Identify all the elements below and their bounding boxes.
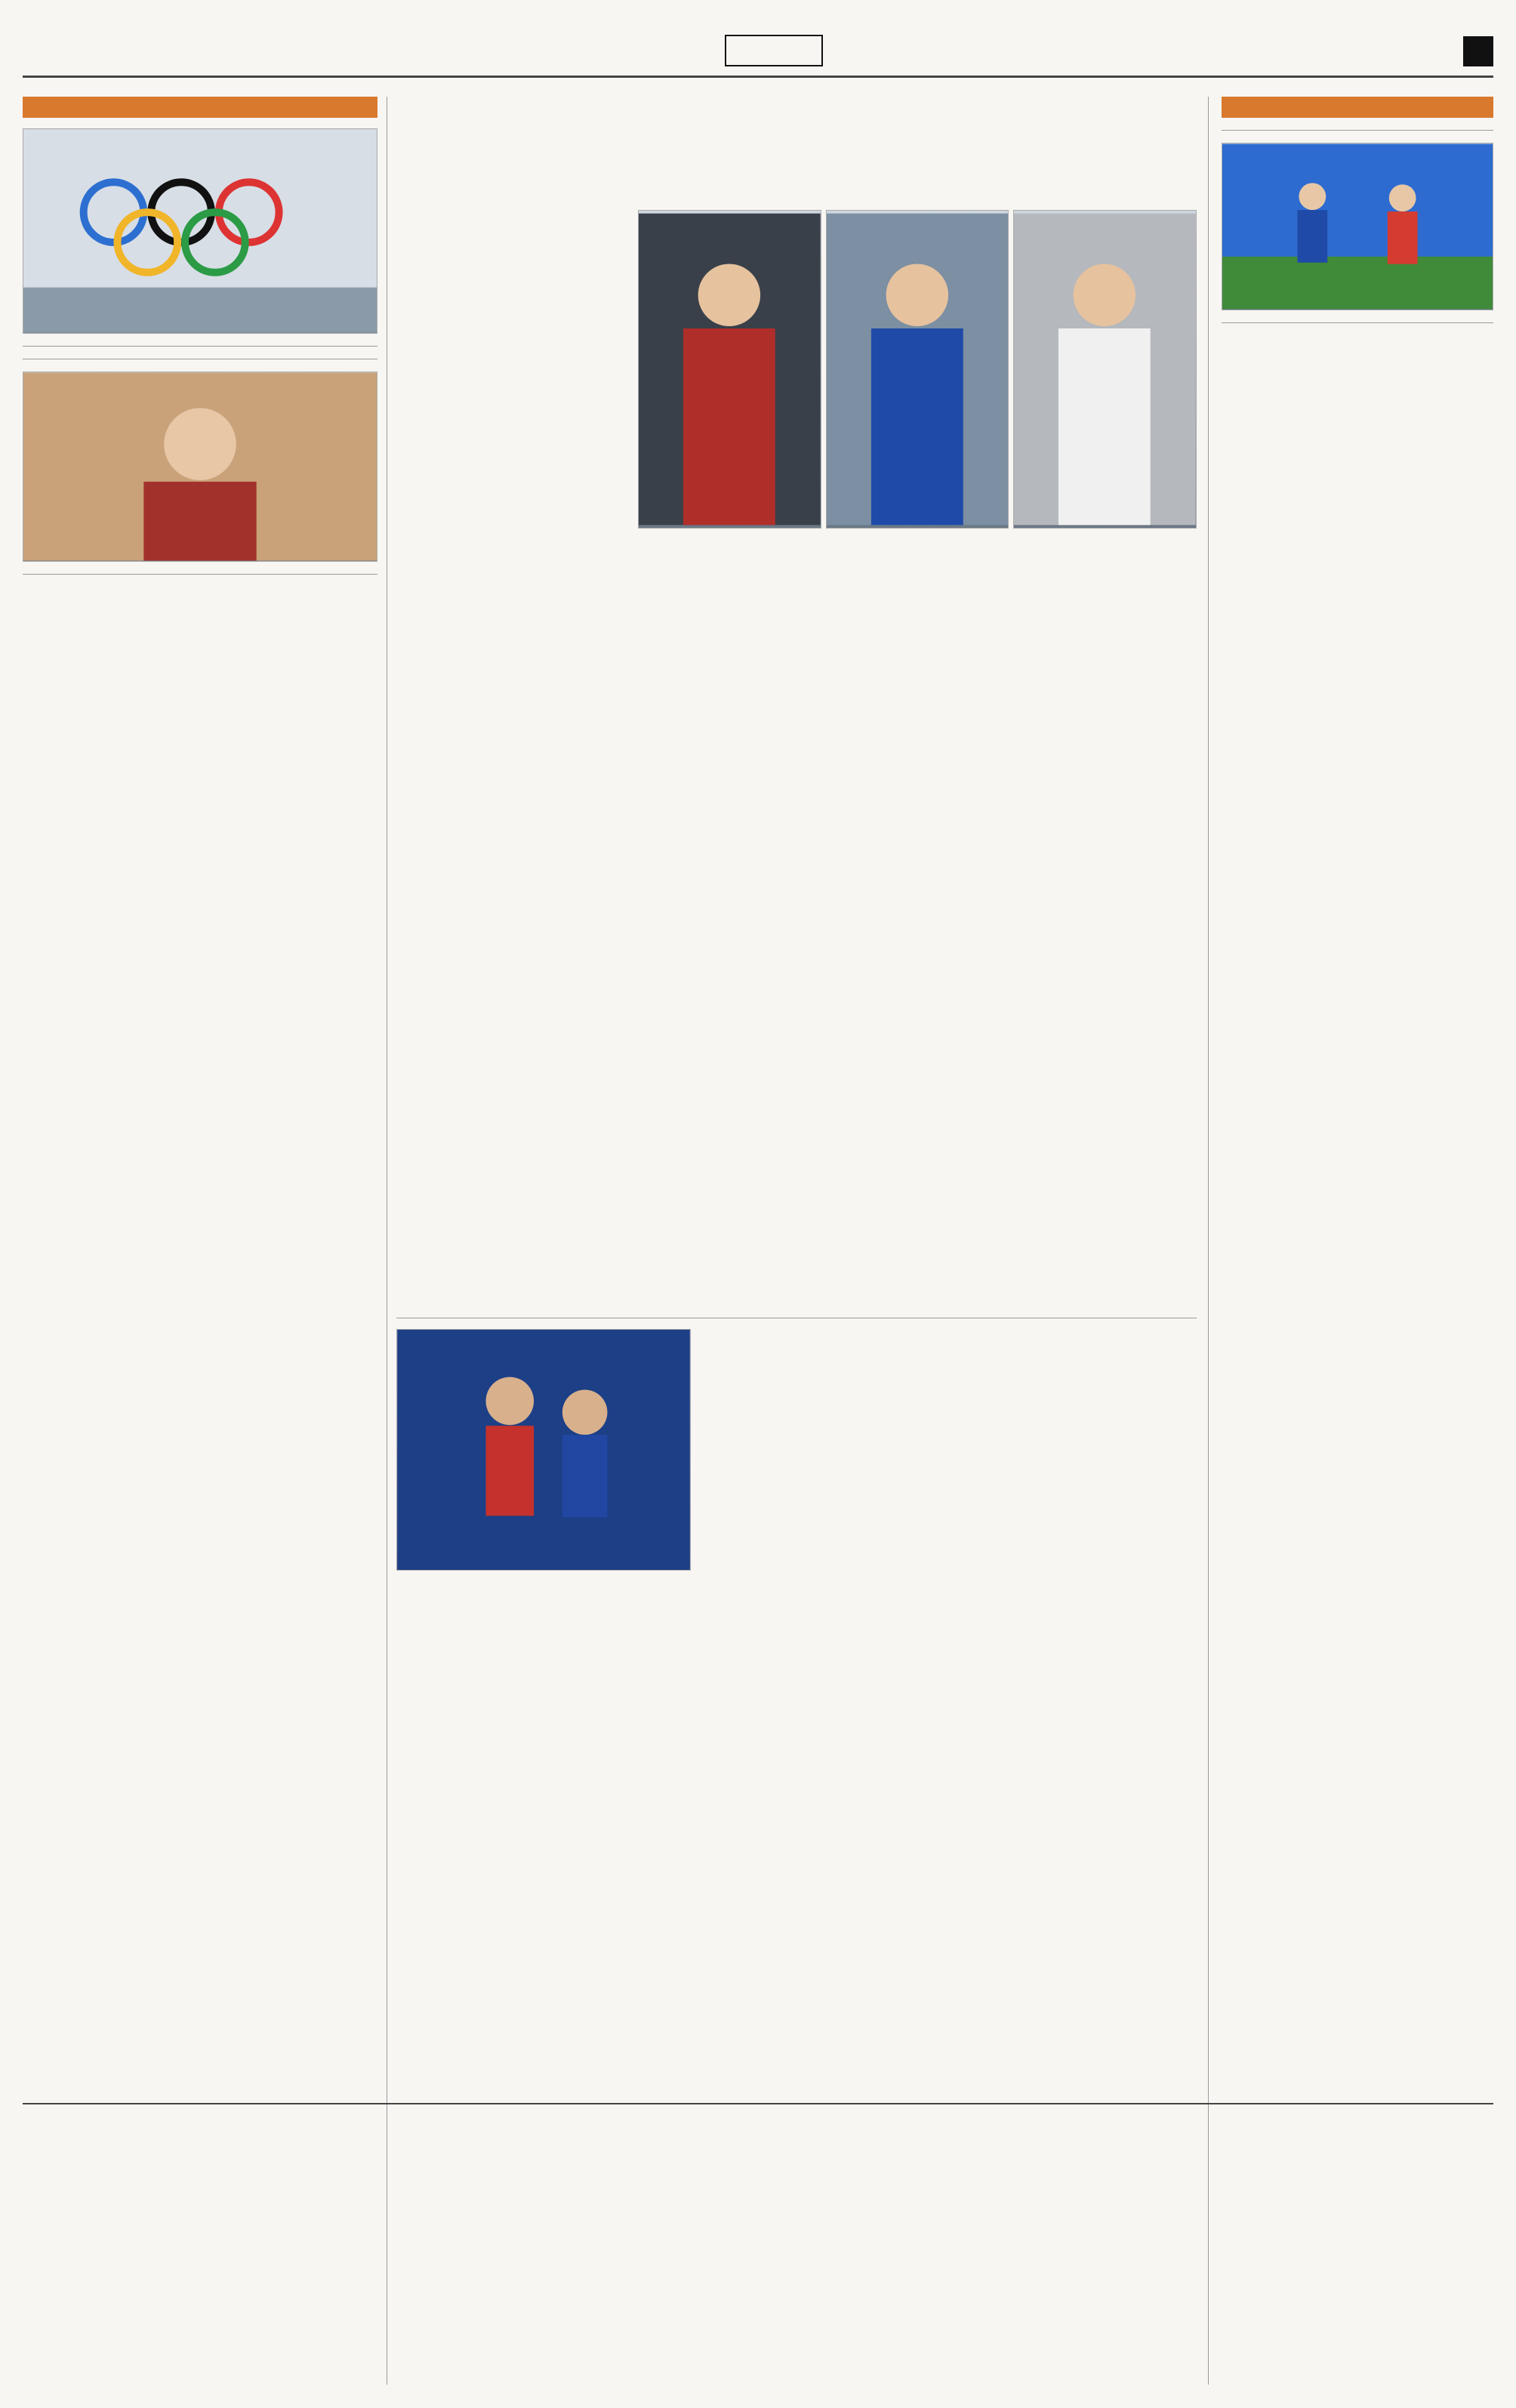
page-number-badge	[1463, 36, 1493, 66]
section-tag	[1222, 97, 1493, 118]
wrestling-body-column	[608, 1586, 797, 1595]
football-photo	[1222, 143, 1493, 310]
section-divider	[23, 2103, 1493, 2104]
masthead	[23, 30, 1493, 72]
masthead-rule	[23, 76, 1493, 78]
section-tag	[23, 97, 377, 118]
wrestling-story	[396, 1329, 1197, 2092]
bottom-body-column	[721, 2118, 873, 2127]
olympic-rings-photo	[23, 128, 377, 334]
bottom-story	[396, 2110, 1197, 2382]
wrestling-body-column	[1008, 1586, 1197, 1595]
wrestling-body-column	[808, 1586, 997, 1595]
divider	[23, 346, 377, 347]
divider	[23, 574, 377, 575]
lead-body-column	[396, 210, 630, 219]
lead-body-column	[925, 542, 1197, 551]
bottom-body-column	[883, 2118, 1034, 2127]
divider	[1222, 322, 1493, 323]
wrestling-body-column	[396, 1586, 585, 1595]
divider	[1222, 130, 1493, 131]
lead-body-column	[642, 542, 914, 551]
bottom-body-column	[396, 2118, 548, 2127]
column-divider	[1208, 97, 1209, 2385]
right-column	[1222, 97, 1493, 2377]
player-photo	[1013, 210, 1197, 529]
wrestling-photo	[396, 1329, 691, 1571]
bottom-body-column	[559, 2118, 710, 2127]
lead-story	[396, 97, 1197, 1305]
player-photo	[638, 210, 821, 529]
newspaper-logo	[725, 35, 823, 66]
bottom-columns	[396, 2118, 1197, 2127]
lead-photo-row	[638, 210, 1197, 527]
player-photo	[826, 210, 1009, 529]
bottom-body-column	[1045, 2118, 1197, 2127]
player-portrait-photo	[23, 372, 377, 562]
left-column	[23, 97, 377, 2377]
